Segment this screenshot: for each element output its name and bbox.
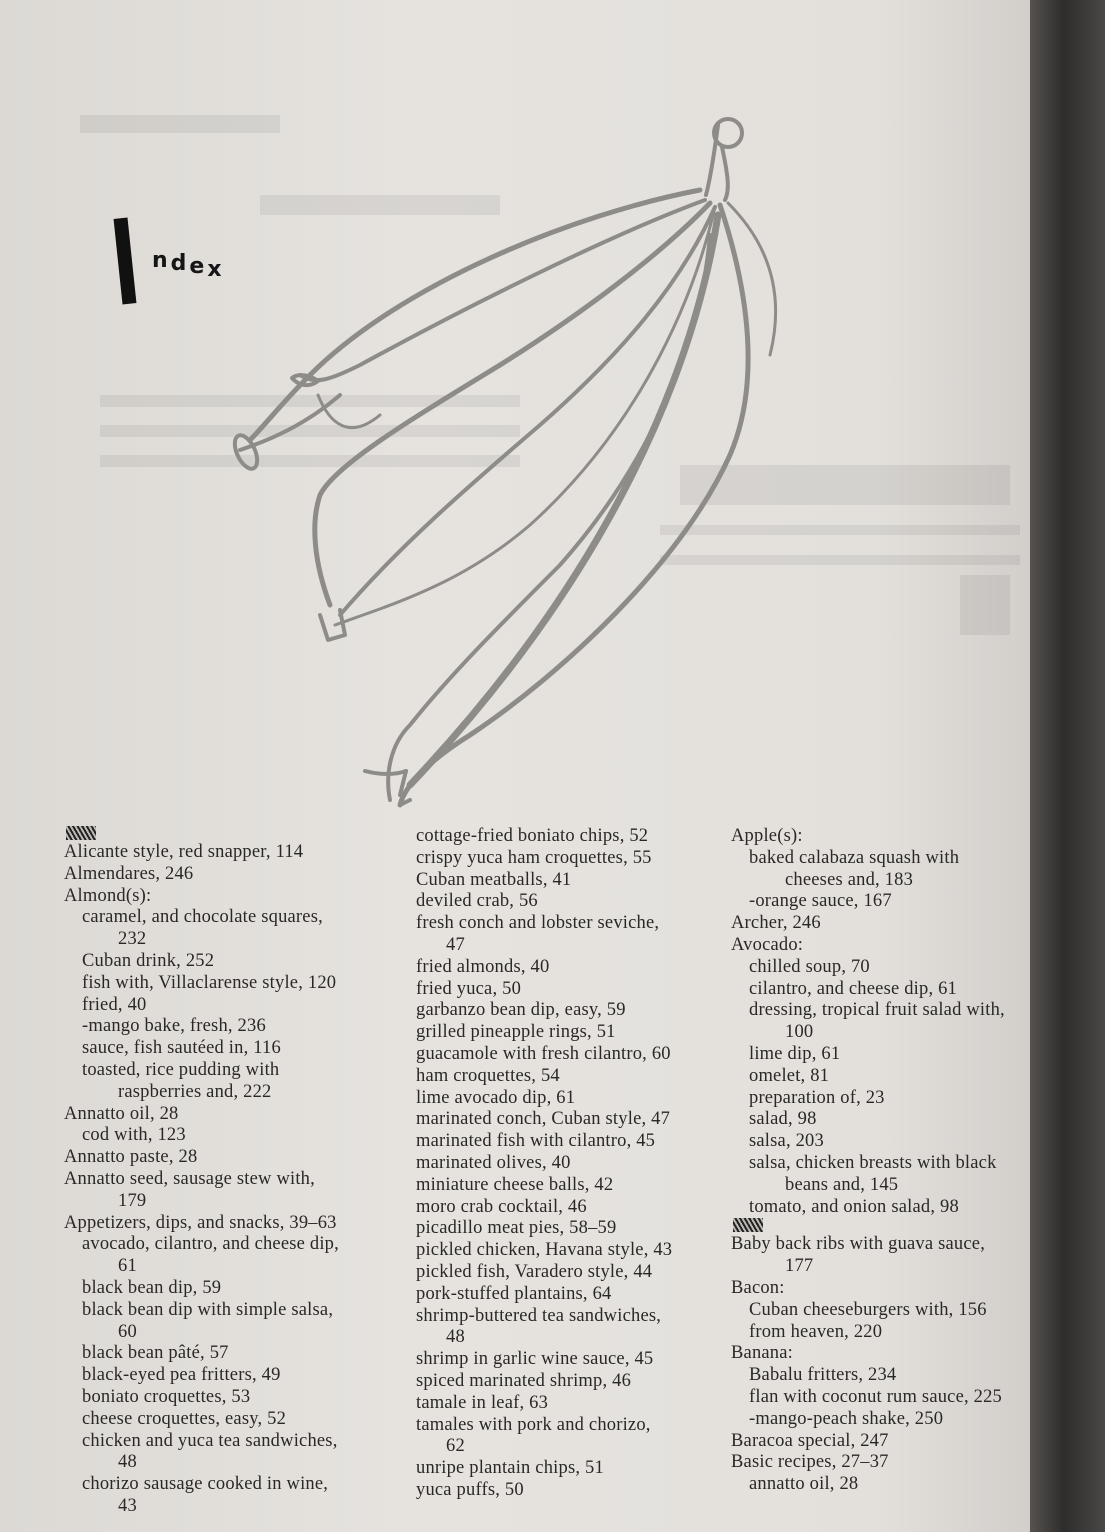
index-subentry: 179 (118, 1190, 147, 1211)
index-subentry: 48 (446, 1327, 465, 1348)
index-subentry: toasted, rice pudding with (82, 1059, 280, 1080)
index-entry: garbanzo bean dip, easy, 59 (416, 1000, 626, 1021)
index-subentry: -mango bake, fresh, 236 (82, 1016, 266, 1037)
index-subentry: boniato croquettes, 53 (82, 1386, 251, 1407)
index-subentry: caramel, and chocolate squares, (82, 907, 323, 928)
index-entry: shrimp-buttered tea sandwiches, (416, 1305, 662, 1326)
index-entry: lime avocado dip, 61 (416, 1087, 576, 1108)
index-entry: marinated conch, Cuban style, 47 (416, 1109, 671, 1130)
index-entry: Annatto paste, 28 (64, 1147, 198, 1168)
index-entry: shrimp in garlic wine sauce, 45 (416, 1349, 654, 1370)
index-entry: fried almonds, 40 (416, 956, 550, 977)
index-entry: Cuban meatballs, 41 (416, 869, 572, 890)
index-subentry: 48 (118, 1452, 137, 1473)
index-entry: Alicante style, red snapper, 114 (64, 842, 304, 862)
index-entry: Almendares, 246 (64, 863, 194, 884)
index-subentry: Babalu fritters, 234 (749, 1365, 897, 1386)
index-entry: Banana: (731, 1343, 794, 1364)
index-subentry: salsa, chicken breasts with black (749, 1152, 997, 1173)
index-entry: deviled crab, 56 (416, 891, 538, 912)
banana-illustration (210, 95, 810, 815)
index-entry: pickled chicken, Havana style, 43 (416, 1240, 673, 1261)
book-spine-shadow (1030, 0, 1105, 1532)
index-subentry: sauce, fish sautéed in, 116 (82, 1038, 281, 1059)
index-subentry: 60 (118, 1321, 137, 1342)
index-entry: cottage-fried boniato chips, 52 (416, 826, 649, 846)
index-entry: miniature cheese balls, 42 (416, 1174, 614, 1195)
heading-letter: x (207, 257, 225, 282)
index-subentry: 47 (446, 934, 465, 955)
index-subentry: raspberries and, 222 (118, 1081, 272, 1102)
index-subentry: fish with, Villaclarense style, 120 (82, 972, 337, 993)
index-entry: Baby back ribs with guava sauce, (731, 1234, 986, 1255)
index-entry: Annatto oil, 28 (64, 1103, 179, 1124)
index-subentry: tomato, and onion salad, 98 (749, 1196, 959, 1217)
index-entry: picadillo meat pies, 58–59 (416, 1218, 617, 1239)
index-subentry: black-eyed pea fritters, 49 (82, 1365, 281, 1386)
index-entry: Annatto seed, sausage stew with, (64, 1168, 315, 1189)
index-subentry: 62 (446, 1436, 465, 1457)
index-subentry: chorizo sausage cooked in wine, (82, 1474, 329, 1495)
index-subentry: baked calabaza squash with (749, 847, 960, 868)
index-subentry: beans and, 145 (785, 1174, 899, 1195)
index-subentry: 43 (118, 1495, 137, 1516)
index-subentry: black bean pâté, 57 (82, 1343, 229, 1364)
index-entry: Apple(s): (731, 826, 803, 846)
index-subentry: salad, 98 (749, 1109, 817, 1130)
index-subentry: cod with, 123 (82, 1125, 186, 1146)
index-subentry: annatto oil, 28 (749, 1474, 859, 1495)
heading-letter: n (152, 248, 171, 273)
index-entry: pickled fish, Varadero style, 44 (416, 1261, 653, 1282)
index-entry: Baracoa special, 247 (731, 1430, 889, 1451)
index-heading-initial (114, 218, 137, 305)
index-subentry: cheeses and, 183 (785, 869, 914, 890)
index-entry: fresh conch and lobster seviche, (416, 913, 660, 934)
index-entry: moro crab cocktail, 46 (416, 1196, 587, 1217)
index-subentry: from heaven, 220 (749, 1321, 883, 1342)
index-subentry: dressing, tropical fruit salad with, (749, 1000, 1005, 1021)
index-subentry: 232 (118, 929, 147, 950)
index-entry: unripe plantain chips, 51 (416, 1458, 604, 1479)
index-column-3 (731, 826, 1031, 1496)
index-entry: marinated fish with cilantro, 45 (416, 1131, 656, 1152)
index-subentry: -mango-peach shake, 250 (749, 1408, 944, 1429)
index-subentry: fried, 40 (82, 994, 147, 1015)
index-column-1 (64, 826, 394, 1518)
index-entry: spiced marinated shrimp, 46 (416, 1370, 632, 1391)
index-entry: yuca puffs, 50 (416, 1479, 524, 1500)
heading-letter: d (170, 251, 190, 276)
index-entry: tamales with pork and chorizo, (416, 1414, 651, 1435)
index-subentry: preparation of, 23 (749, 1087, 885, 1108)
index-entry: Bacon: (731, 1277, 785, 1298)
index-entry: pork-stuffed plantains, 64 (416, 1283, 612, 1304)
index-subentry: 61 (118, 1256, 137, 1277)
index-entry: Avocado: (731, 934, 804, 955)
section-ornament (733, 1218, 763, 1232)
heading-letter: e (189, 254, 208, 279)
index-entry: Basic recipes, 27–37 (731, 1452, 889, 1473)
index-column-2 (416, 826, 716, 1502)
index-entry: grilled pineapple rings, 51 (416, 1022, 616, 1043)
index-subentry: chilled soup, 70 (749, 956, 870, 977)
index-entry: fried yuca, 50 (416, 978, 522, 999)
index-subentry: 177 (785, 1256, 814, 1277)
index-subentry: 100 (785, 1022, 814, 1043)
index-subentry: avocado, cilantro, and cheese dip, (82, 1234, 339, 1255)
index-subentry: omelet, 81 (749, 1065, 830, 1086)
index-entry: ham croquettes, 54 (416, 1065, 560, 1086)
index-subentry: salsa, 203 (749, 1131, 824, 1152)
section-ornament (66, 826, 96, 840)
index-entry: guacamole with fresh cilantro, 60 (416, 1043, 671, 1064)
index-subentry: Cuban cheeseburgers with, 156 (749, 1299, 987, 1320)
index-entry: Archer, 246 (731, 913, 821, 934)
index-subentry: -orange sauce, 167 (749, 891, 892, 912)
index-entry: marinated olives, 40 (416, 1152, 571, 1173)
index-subentry: lime dip, 61 (749, 1043, 841, 1064)
index-subentry: cheese croquettes, easy, 52 (82, 1408, 287, 1429)
index-subentry: black bean dip, 59 (82, 1277, 222, 1298)
index-entry: tamale in leaf, 63 (416, 1392, 549, 1413)
index-subentry: chicken and yuca tea sandwiches, (82, 1430, 338, 1451)
index-entry: Almond(s): (64, 885, 152, 906)
index-subentry: cilantro, and cheese dip, 61 (749, 978, 957, 999)
index-subentry: Cuban drink, 252 (82, 950, 215, 971)
index-entry: Appetizers, dips, and snacks, 39–63 (64, 1212, 337, 1233)
index-subentry: black bean dip with simple salsa, (82, 1299, 334, 1320)
index-subentry: flan with coconut rum sauce, 225 (749, 1386, 1002, 1407)
index-entry: crispy yuca ham croquettes, 55 (416, 847, 652, 868)
